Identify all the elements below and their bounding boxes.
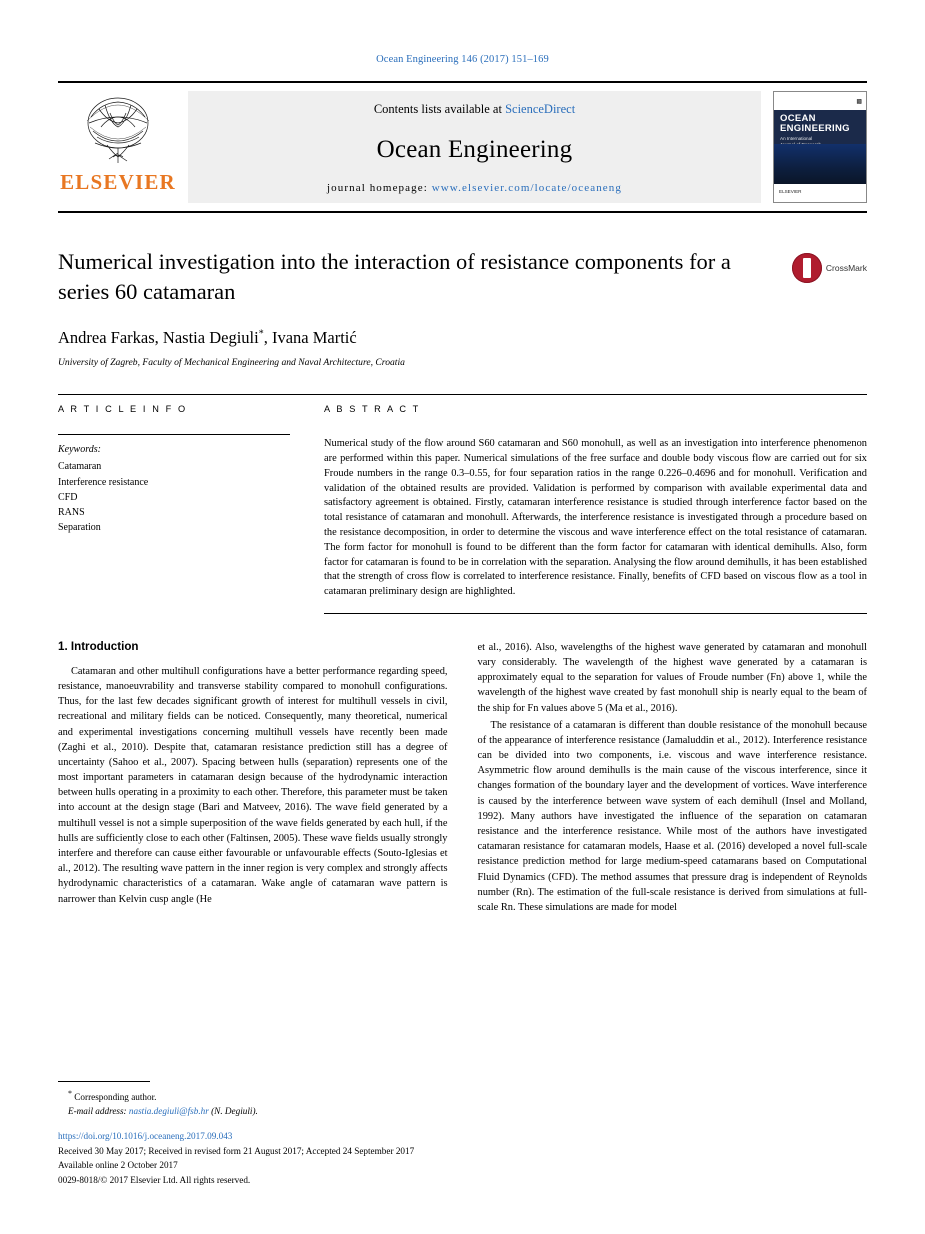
keyword-item: Interference resistance — [58, 476, 149, 488]
crossmark-label: CrossMark — [825, 263, 867, 273]
article-info-divider — [58, 434, 290, 435]
available-online: Available online 2 October 2017 — [58, 1160, 178, 1171]
cover-top-strip: ▩ — [774, 92, 866, 110]
received-history: Received 30 May 2017; Received in revised form 21 August 2017; Accepted 24 September 2017 — [58, 1145, 415, 1156]
corresponding-marker: * — [258, 328, 264, 340]
authors-names: Andrea Farkas, Nastia Degiuli — [58, 328, 259, 348]
body-column-left — [58, 640, 448, 917]
email-label: E-mail address: — [68, 1106, 127, 1117]
keyword-item: Separation — [58, 522, 101, 534]
affiliation: University of Zagreb, Faculty of Mechanical Engineering and Naval Architecture, Croatia — [58, 357, 405, 369]
body-column-right — [478, 640, 868, 917]
cover-title: OCEAN ENGINEERING — [780, 113, 850, 134]
footnote-rule — [58, 1081, 150, 1082]
title-block — [58, 247, 867, 368]
email-note — [68, 1105, 448, 1119]
paragraph: Catamaran and other multihull configurations have a better performance regarding speed, resistance, manoeuvrability and transverse stability compared to monohull configurations. Thus, for the last few decades significant growth of interest for multihull vessels in civil, recreational and military fields can be noticed. Consequently, many theoretical, numerical and experimental investigations concerning multihull vessels have recently been made (Zaghi et al., 2010). Despite that, catamaran resistance prediction still has a degree of uncertainty (Sahoo et al., 2007). Spacing between hulls (separation) represents one of the most important parameters in catamaran design because of the hydrodynamic interaction between hulls operating in a proximity to each other. Therefore, this parameter must be taken into account at the design stage (Bari and Matveev, 2016). The wave field generated by a multihull vessel is not a simple superposition of the wave fields generated by each hull, if the hulls are sufficiently close to each other (Faltinsen, 2005). These wave fields usually strongly interfere and therefore can cause either favourable or unfavourable effects (Souto-Iglesias et al., 2012). The resulting wave pattern in the inner region is very complex and strongly affects hydrodynamic characteristics of a catamaran. Wake angle of catamaran wave pattern is narrower than Kelvin cusp angle (He — [58, 665, 448, 905]
crossmark-icon — [792, 253, 822, 283]
email-owner: (N. Degiuli). — [211, 1106, 258, 1117]
keyword-item: CFD — [58, 491, 78, 503]
journal-homepage — [188, 182, 761, 194]
page-title: Numerical investigation into the interaction of resistance components for a series 60 catamaran — [58, 249, 731, 304]
elsevier-wordmark: ELSEVIER — [60, 170, 176, 194]
elsevier-tree-icon — [77, 93, 159, 167]
authors-names-tail: , Ivana Martić — [263, 328, 357, 348]
keywords-label: Keywords: — [58, 444, 101, 456]
homepage-url[interactable]: www.elsevier.com/locate/oceaneng — [431, 182, 622, 194]
journal-cover-image — [773, 91, 867, 203]
keyword-item: RANS — [58, 506, 85, 518]
cover-bottom-strip — [774, 184, 866, 202]
journal-title: Ocean Engineering — [376, 135, 573, 163]
journal-masthead — [58, 81, 867, 213]
abstract-heading: A B S T R A C T — [324, 404, 421, 415]
page-footer — [58, 1081, 448, 1188]
doi-link[interactable]: https://doi.org/10.1016/j.oceaneng.2017.09.043 — [58, 1130, 233, 1141]
cover-subtitle: An International — [780, 135, 813, 141]
cover-artwork — [774, 144, 866, 184]
article-info-column — [58, 404, 290, 613]
author-list — [58, 328, 867, 348]
body-columns — [58, 640, 867, 917]
abstract-divider — [324, 613, 867, 614]
email-address[interactable]: nastia.degiuli@fsb.hr — [128, 1106, 209, 1117]
sciencedirect-link[interactable]: ScienceDirect — [505, 102, 576, 116]
journal-banner — [188, 91, 761, 203]
corresponding-text: Corresponding author. — [74, 1092, 157, 1103]
corresponding-author-note: * Corresponding author. — [68, 1089, 157, 1103]
article-info-heading: A R T I C L E I N F O — [58, 404, 188, 415]
abstract-column — [324, 404, 867, 613]
copyright-line: 0029-8018/© 2017 Elsevier Ltd. All rights reserved. — [58, 1175, 251, 1186]
crossmark-badge[interactable] — [792, 253, 867, 283]
cover-publisher: ELSEVIER — [779, 189, 802, 194]
abstract-text: Numerical study of the flow around S60 catamaran and S60 monohull, as well as an investigation into interference phenomenon are performed within this paper. Numerical simulations of the free surface and double body viscous flow are carried out for six Froude numbers in the range 0.3–0.55, for four separation ratios in the range 0.226–0.4696 and for monohull. Verification and validation of the obtained results are provided. Validation is performed by comparison with available experimental data and satisfactory agreement is obtained. Firstly, catamaran interference resistance is studied through interference factor based on the total resistance of catamaran and monohull. Afterwards, the interference resistance is investigated through a procedure based on the resistance decomposition, in order to determine the viscous and wave interference effect on the total resistance of catamaran. The form factor for monohull is found to be different than the form factor for catamaran with identical demihulls. Also, form factor for catamaran is found to be in correlation with the separation. Analysing the flow around demihulls, it has been established that the strength of cross flow is correlated to interference resistance. Finally, benefits of CFD based on viscous flow as a tool in catamaran preliminary design are highlighted. — [324, 438, 867, 598]
homepage-prefix: journal homepage: — [327, 182, 432, 194]
info-abstract-section — [58, 394, 867, 613]
paragraph: The resistance of a catamaran is different than double resistance of the monohull because of the appearance of interference resistance (Jamaluddin et al., 2012). Interference resistance can be divided into two components, i.e. viscous and wave interference resistance. Asymmetric flow around demihulls is the main cause of the viscous interference, since it changes formation of the boundary layer and the development of vortices. Wave interference is caused by the interference between wave system of each demihull (Insel and Molland, 1992). Many authors have investigated the influence of the separation on catamaran resistance and the interference resistance. While most of the authors have investigated catamaran resistance for catamaran models, Haase et al. (2016) developed a novel full-scale resistance prediction method for large medium-speed catamarans based on Computational Fluid Dynamics (CFD). The method assumes that pressure drag is independent of Reynolds number (Rn). The estimation of the full-scale resistance is derived from simulations at full-scale Rn. These simulations are made for model — [477, 719, 867, 913]
section-title-introduction: 1. Introduction — [58, 639, 139, 653]
keyword-item: Catamaran — [58, 461, 102, 473]
elsevier-logo — [58, 91, 178, 203]
contents-line — [188, 102, 761, 117]
contents-prefix: Contents lists available at — [373, 102, 506, 116]
running-head: Ocean Engineering 146 (2017) 151–169 — [376, 54, 549, 65]
paragraph: et al., 2016). Also, wavelengths of the highest wave generated by catamaran and monohull vary considerably. The wavelength of the highest wave generated by a catamaran is approximately equal to the separation for values of Froude number (Fn) above 1, while the wavelength of the highest wave created by fast monohull ship is nearly equal to the beam of the ship for Fn values above 5 (Ma et al., 2016). — [477, 641, 867, 714]
